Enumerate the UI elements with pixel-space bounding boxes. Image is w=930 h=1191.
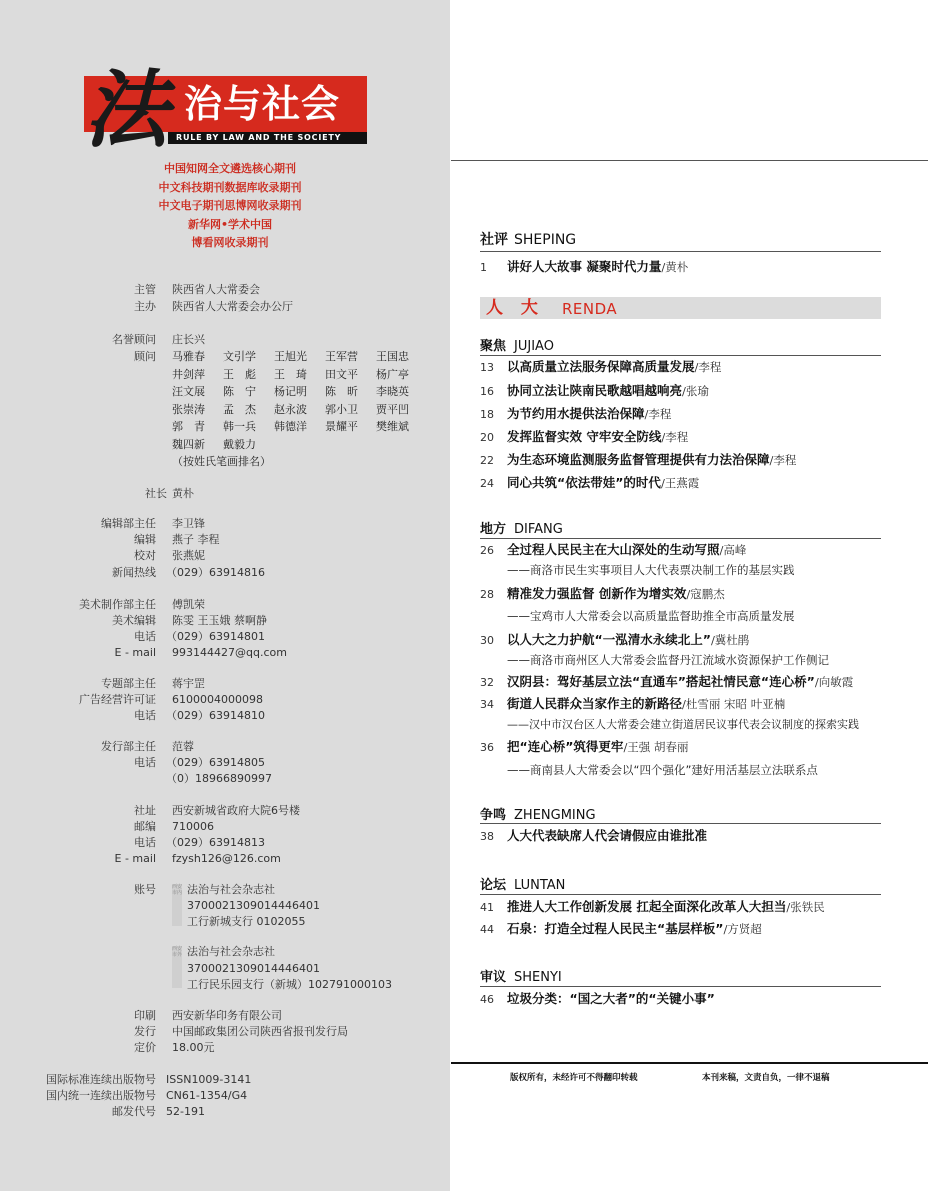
page-number: 20 xyxy=(480,431,494,444)
advisor-row xyxy=(172,401,432,419)
section-rule xyxy=(480,355,881,356)
copyright-notice: 版权所有，未经许可不得翻印转载 xyxy=(510,1073,638,1083)
advisor-row xyxy=(172,383,432,401)
topic-dir-value: 蒋宇罡 xyxy=(172,677,205,690)
subsection-luntan-title xyxy=(480,874,565,893)
edit-dir-value: 李卫锋 xyxy=(172,517,205,530)
tel-value: （029）63914813 xyxy=(166,836,265,849)
toc-entry[interactable] xyxy=(480,541,746,560)
article-title: 全过程人民民主在大山深处的生动写照 xyxy=(507,542,720,557)
toc-entry[interactable] xyxy=(480,382,709,401)
art-dir-value: 傅凯荣 xyxy=(172,598,205,611)
advisor-name: 王旭光 xyxy=(274,350,307,363)
subsection-cn: 论坛 xyxy=(480,878,507,893)
page-number: 34 xyxy=(480,698,494,711)
subsection-cn: 争鸣 xyxy=(480,808,507,823)
page-number: 46 xyxy=(480,993,494,1006)
toc-entry[interactable] xyxy=(480,738,688,757)
article-title: 以高质量立法服务保障高质量发展 xyxy=(507,359,695,374)
sponsor-label: 主办 xyxy=(134,300,156,313)
subsection-en: JUJIAO xyxy=(514,339,554,354)
advisor-name: 杨记明 xyxy=(274,385,307,398)
ad-license-value: 6100004000098 xyxy=(172,693,263,706)
page-number: 28 xyxy=(480,588,494,601)
subsection-en: LUNTAN xyxy=(514,878,566,893)
article-title: 以人大之力护航“一泓清水永续北上” xyxy=(507,632,711,647)
subsection-cn: 地方 xyxy=(480,522,507,537)
advisor-name: 陈 宁 xyxy=(223,385,256,398)
price-value: 18.00元 xyxy=(172,1041,215,1054)
advisor-name: 郭 青 xyxy=(172,420,205,433)
tel-label: 电话 xyxy=(134,836,156,849)
indexing-item: 博看网收录期刊 xyxy=(191,236,269,249)
page-number: 30 xyxy=(480,634,494,647)
article-author: /王燕霞 xyxy=(660,476,700,490)
art-dir-label: 美术制作部主任 xyxy=(79,598,156,611)
article-title: 为节约用水提供法治保障 xyxy=(507,406,645,421)
page-number: 26 xyxy=(480,544,494,557)
advisor-row xyxy=(172,348,432,366)
article-author: /冀杜鹃 xyxy=(710,633,750,647)
honor-value: 庄长兴 xyxy=(172,333,205,346)
post-label: 邮发代号 xyxy=(112,1105,156,1118)
topic-tel-label: 电话 xyxy=(134,709,156,722)
logo-main-char: 法 xyxy=(84,60,169,159)
toc-entry[interactable] xyxy=(480,428,688,447)
advisor-name: 樊维斌 xyxy=(376,420,409,433)
page-number: 36 xyxy=(480,741,494,754)
subsection-difang-title xyxy=(480,518,563,537)
advisor-name: 韩一兵 xyxy=(223,420,256,433)
section-cn: 人 大 xyxy=(486,298,544,318)
advisor-name: 韩德洋 xyxy=(274,420,307,433)
account-label: 账号 xyxy=(134,883,156,896)
advisor-row xyxy=(172,418,432,436)
post-value: 52-191 xyxy=(166,1105,205,1118)
issn-label: 国际标准连续出版物号 xyxy=(46,1073,156,1086)
section-sheping-title xyxy=(480,229,576,249)
article-author: /李程 xyxy=(661,430,689,444)
toc-entry[interactable] xyxy=(480,990,715,1009)
article-author: /高峰 xyxy=(719,543,747,557)
edit-dir-label: 编辑部主任 xyxy=(101,517,156,530)
article-subtitle: ——商南县人大常委会以“四个强化”建好用活基层立法联系点 xyxy=(507,763,818,777)
advisor-name: 孟 杰 xyxy=(223,402,256,416)
supervisor-label: 主管 xyxy=(134,283,156,296)
mail-label: E - mail xyxy=(114,852,156,865)
issue-label: 发行 xyxy=(134,1025,156,1038)
article-title: 石泉：打造全过程人民民主“基层样板” xyxy=(507,921,724,936)
article-title: 推进人大工作创新发展 扛起全面深化改革人大担当 xyxy=(507,899,787,914)
masthead-panel xyxy=(0,0,450,1191)
toc-entry[interactable] xyxy=(480,405,671,424)
address-label: 社址 xyxy=(134,804,156,817)
mail-value: fzysh126@126.com xyxy=(172,852,281,865)
art-tel-label: 电话 xyxy=(134,630,156,643)
section-en: RENDA xyxy=(562,300,618,318)
account2-stamp: 西安市外 xyxy=(172,946,182,988)
dist-tel-value: （029）63914805 xyxy=(166,756,265,769)
advisor-name: 王 琦 xyxy=(274,367,307,381)
top-rule xyxy=(451,160,928,161)
dist-dir-value: 范蓉 xyxy=(172,740,194,753)
subsection-jujiao-title xyxy=(480,335,554,354)
advisor-name: 陈 昕 xyxy=(325,385,358,398)
proof-value: 张燕妮 xyxy=(172,549,205,562)
indexing-item: 中国知网全文遴选核心期刊 xyxy=(164,162,296,175)
advisor-name: 王国忠 xyxy=(376,350,409,363)
toc-entry[interactable] xyxy=(480,358,721,377)
subsection-shenyi-title xyxy=(480,966,562,985)
topic-dir-label: 专题部主任 xyxy=(101,677,156,690)
article-author: /寇鹏杰 xyxy=(686,587,725,601)
section-en: SHEPING xyxy=(514,232,577,248)
editor-value: 燕子 李程 xyxy=(172,533,220,546)
section-rule xyxy=(480,538,881,539)
account1-bank: 工行新城支行 0102055 xyxy=(187,915,306,928)
page-number: 18 xyxy=(480,408,494,421)
magazine-logo xyxy=(84,60,367,159)
toc-entry[interactable] xyxy=(480,673,853,692)
submission-notice: 本刊来稿，文责自负，一律不退稿 xyxy=(702,1073,830,1083)
indexing-item: 中文科技期刊数据库收录期刊 xyxy=(158,180,302,194)
article-author: /李程 xyxy=(694,360,722,374)
page-number: 24 xyxy=(480,477,494,490)
dist-tel2-value: （0）18966890997 xyxy=(166,772,272,785)
art-editor-value: 陈雯 王玉娥 蔡啊静 xyxy=(172,614,267,627)
page-number: 16 xyxy=(480,385,494,398)
advisor-name: 赵永波 xyxy=(274,402,307,416)
section-rule xyxy=(480,894,881,895)
advisor-name: 汪文展 xyxy=(172,385,205,398)
subsection-en: DIFANG xyxy=(514,522,563,537)
article-author: /方贤超 xyxy=(723,922,762,936)
sponsor-value: 陕西省人大常委会办公厅 xyxy=(172,300,293,313)
article-title: 精准发力强监督 创新作为增实效 xyxy=(507,586,687,601)
indexing-item: 新华网•学术中国 xyxy=(187,217,273,231)
article-title: 协同立法让陕南民歌越唱越响亮 xyxy=(507,383,683,398)
article-subtitle: ——商洛市民生实事项目人大代表票决制工作的基层实践 xyxy=(507,563,795,577)
dist-tel-label: 电话 xyxy=(134,756,156,769)
advisor-name: 王 彪 xyxy=(223,367,256,381)
article-title: 同心共筑“依法带娃”的时代 xyxy=(507,475,661,490)
print-label: 印刷 xyxy=(134,1009,156,1022)
cn-label: 国内统一连续出版物号 xyxy=(46,1089,156,1102)
advisor-name: 杨广亭 xyxy=(376,367,409,381)
advisor-name: 戴毅力 xyxy=(223,437,256,451)
section-cn: 社评 xyxy=(480,232,508,248)
advisor-name: 李晓英 xyxy=(376,385,409,398)
hotline-value: （029）63914816 xyxy=(166,566,265,579)
article-subtitle: ——商洛市商州区人大常委会监督丹江流域水资源保护工作侧记 xyxy=(507,653,829,667)
logo-title: 治与社会 xyxy=(184,82,341,126)
account1-name: 法治与社会杂志社 xyxy=(187,883,275,896)
article-author: /张瑜 xyxy=(682,384,709,398)
ad-license-label: 广告经营许可证 xyxy=(79,693,156,706)
toc-entry[interactable] xyxy=(480,631,749,650)
topic-tel-value: （029）63914810 xyxy=(166,709,265,722)
issue-value: 中国邮政集团公司陕西省报刊发行局 xyxy=(172,1025,348,1038)
advisor-row xyxy=(172,436,432,454)
account1-number: 3700021309014446401 xyxy=(187,899,320,912)
toc-entry[interactable] xyxy=(480,451,796,470)
advisor-name: 贾平凹 xyxy=(376,402,409,416)
art-mail-label: E - mail xyxy=(114,646,156,659)
toc-entry[interactable] xyxy=(480,827,707,846)
account2-name: 法治与社会杂志社 xyxy=(187,945,275,958)
page-number: 22 xyxy=(480,454,494,467)
article-author: /李程 xyxy=(644,407,672,421)
subsection-en: SHENYI xyxy=(514,970,562,985)
advisor-name: 郭小卫 xyxy=(325,402,358,416)
honor-label: 名誉顾问 xyxy=(112,333,156,346)
issn-value: ISSN1009-3141 xyxy=(166,1073,252,1086)
art-mail-value: 993144427@qq.com xyxy=(172,646,287,659)
page-number: 1 xyxy=(480,261,487,274)
president-value: 黄朴 xyxy=(172,487,194,500)
advisor-name: 井剑萍 xyxy=(172,367,205,381)
advisor-names xyxy=(172,348,432,471)
section-renda-banner xyxy=(480,297,881,319)
toc-entry[interactable] xyxy=(480,585,725,604)
advisor-row xyxy=(172,366,432,384)
proof-label: 校对 xyxy=(134,549,156,562)
president-label: 社长 xyxy=(145,487,167,500)
article-title: 汉阴县：驾好基层立法“直通车”搭起社情民意“连心桥” xyxy=(507,674,815,689)
article-title: 人大代表缺席人代会请假应由谁批准 xyxy=(507,828,708,843)
article-subtitle: ——汉中市汉台区人大常委会建立街道居民议事代表会议制度的探索实践 xyxy=(507,718,859,731)
toc-entry[interactable] xyxy=(480,920,762,939)
article-title: 街道人民群众当家作主的新路径 xyxy=(507,696,683,711)
article-author: /张铁民 xyxy=(786,900,825,914)
address-value: 西安新城省政府大院6号楼 xyxy=(172,804,300,817)
art-tel-value: （029）63914801 xyxy=(166,630,265,643)
price-label: 定价 xyxy=(134,1041,156,1054)
toc-entry[interactable] xyxy=(480,258,688,277)
dist-dir-label: 发行部主任 xyxy=(101,740,156,753)
account2-number: 3700021309014446401 xyxy=(187,962,320,975)
article-author: /王强 胡春丽 xyxy=(623,740,689,754)
article-author: /李程 xyxy=(769,453,797,467)
advisor-name: 田文平 xyxy=(325,367,358,381)
toc-entry[interactable] xyxy=(480,474,699,493)
advisor-name: 王军营 xyxy=(325,350,358,363)
page-number: 13 xyxy=(480,361,494,374)
editor-label: 编辑 xyxy=(134,533,156,546)
supervisor-value: 陕西省人大常委会 xyxy=(172,283,260,296)
page-number: 38 xyxy=(480,830,494,843)
account1-stamp: 西安市内 xyxy=(172,884,182,926)
article-title: 讲好人大故事 凝聚时代力量 xyxy=(507,259,662,274)
section-rule xyxy=(480,823,881,824)
toc-entry[interactable] xyxy=(480,695,785,714)
advisor-name: 马雅春 xyxy=(172,350,205,363)
zip-label: 邮编 xyxy=(134,820,156,833)
cn-value: CN61-1354/G4 xyxy=(166,1089,248,1102)
indexing-list xyxy=(110,160,350,253)
page-number: 41 xyxy=(480,901,494,914)
page-number: 32 xyxy=(480,676,494,689)
section-rule xyxy=(480,986,881,987)
subsection-zhengming-title xyxy=(480,804,596,823)
advisor-name: 张崇涛 xyxy=(172,402,205,416)
article-subtitle: ——宝鸡市人大常委会以高质量监督助推全市高质量发展 xyxy=(507,609,795,623)
article-title: 把“连心桥”筑得更牢 xyxy=(507,739,624,754)
section-rule xyxy=(480,251,881,252)
zip-value: 710006 xyxy=(172,820,214,833)
subsection-cn: 聚焦 xyxy=(480,339,507,354)
toc-entry[interactable] xyxy=(480,898,825,917)
article-title: 为生态环境监测服务监督管理提供有力法治保障 xyxy=(507,452,770,467)
article-author: /向敏霞 xyxy=(814,675,854,689)
article-title: 发挥监督实效 守牢安全防线 xyxy=(507,429,662,444)
indexing-item: 中文电子期刊思博网收录期刊 xyxy=(158,199,302,212)
subsection-cn: 审议 xyxy=(480,970,507,985)
advisor-note: （按姓氏笔画排名） xyxy=(172,455,271,468)
bottom-rule xyxy=(451,1062,928,1064)
article-author: /杜雪丽 宋昭 叶亚楠 xyxy=(682,697,786,711)
logo-english: RULE BY LAW AND THE SOCIETY xyxy=(176,133,342,142)
art-editor-label: 美术编辑 xyxy=(112,614,156,627)
advisor-name: 景耀平 xyxy=(325,420,358,433)
article-title: 垃圾分类：“国之大者”的“关键小事” xyxy=(507,991,715,1006)
page-number: 44 xyxy=(480,923,494,936)
advisor-name: 文引学 xyxy=(223,350,256,363)
advisor-name: 魏四新 xyxy=(172,437,205,451)
article-author: /黄朴 xyxy=(661,260,689,274)
hotline-label: 新闻热线 xyxy=(112,566,156,579)
advisor-label: 顾问 xyxy=(134,350,156,363)
print-value: 西安新华印务有限公司 xyxy=(172,1009,282,1022)
subsection-en: ZHENGMING xyxy=(514,808,596,823)
account2-bank: 工行民乐园支行（新城）102791000103 xyxy=(187,978,392,991)
